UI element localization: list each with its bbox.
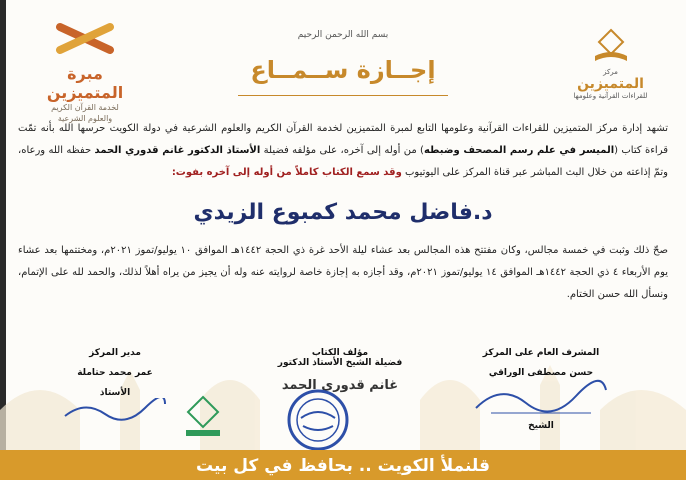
p1-heard-statement: وقد سمع الكتاب كاملاً من أوله إلى آخره بفوت:	[171, 167, 402, 178]
supervisor-note: الشيخ	[528, 421, 554, 431]
supervisor-role: المشرف العام على المركز	[482, 348, 600, 358]
logo-right-sub: للقراءات القرآنية وعلومها	[573, 92, 648, 100]
director-name: عمر محمد حتاملة	[77, 368, 153, 378]
title-underline	[238, 95, 448, 96]
author-role: مؤلف الكتاب	[311, 348, 369, 358]
signature-supervisor	[466, 348, 616, 431]
center-mini-logo-icon	[178, 392, 228, 442]
signature-director	[60, 348, 170, 427]
logo-left-sub2: والعلوم الشرعية	[57, 114, 113, 123]
author-title: فضيلة الشيخ الأستاذ الدكتور	[277, 358, 403, 368]
logo-left-sub1: لخدمة القرآن الكريم	[51, 103, 119, 112]
p1-broadcast: حفظه الله ورعاه، وتمّ إذاعته من خلال البث المباشر عبر قناة المركز على اليوتيوب	[18, 145, 668, 178]
logo-left-brand: مبرة المتميزين	[46, 64, 124, 102]
certificate-paragraph-1	[18, 118, 668, 184]
director-signature-icon	[60, 398, 170, 424]
footer-slogan: قلنملأ الكويت .. بحافظ في كل بيت	[196, 456, 490, 476]
p1-intro: تشهد إدارة مركز المتميزين للقراءات القرآنية وعلومها التابع لمبرة المتميزين لخدمة القرآن الكريم والعلوم الشرعية في دولة الكويت حرسها الله بأنه تمّت قراءة كتاب (	[18, 123, 669, 156]
supervisor-signature-icon	[471, 378, 611, 418]
honoree-name: د.فاضل محمد كمبوع الزيدي	[193, 200, 493, 225]
logo-right-brand: المتميزين	[577, 76, 644, 92]
p1-middle: ) من أوله إلى آخره، على مؤلفه فضيلة	[263, 145, 424, 156]
director-role: مدير المركز	[89, 348, 141, 358]
book-title: الميسر في علم رسم المصحف وضبطه	[423, 145, 615, 156]
signature-author	[240, 348, 440, 393]
logo-right-prefix: مركز	[603, 68, 618, 76]
director-note: الأستاذ	[99, 388, 131, 398]
basmala: بسم الله الرحمن الرحيم	[297, 30, 389, 40]
author-signature-name: غانم قدوري الحمد	[281, 378, 399, 393]
author-name: الأستاذ الدكتور غانم قدوري الحمد	[94, 145, 261, 156]
supervisor-name: حسن مصطفى الوراقي	[488, 368, 594, 378]
official-stamp-icon	[283, 388, 353, 452]
certificate-paragraph-2: صحّ ذلك وثبت في خمسة مجالس، وكان مفتتح هذه المجالس بعد عشاء ليلة الأحد غرة ذي الحجة ١٤٤٢هـ الموافق ١٠ يوليو/تموز ٢٠٢١م، ومختتمها بعد عشاء يوم الأربعاء ٤ ذي الحجة ١٤٤٢هـ الموافق ١٤ يوليو/تموز ٢٠٢١م، وقد أجازه به إجازة خاصة لروايته عنه وله أن يجيز من يراه أهلاً لذلك، والحمد لله على الإتمام، ونسأل الله حسن الختام.	[18, 245, 669, 300]
certificate-title: إجــازة ســمــاع	[250, 56, 436, 84]
